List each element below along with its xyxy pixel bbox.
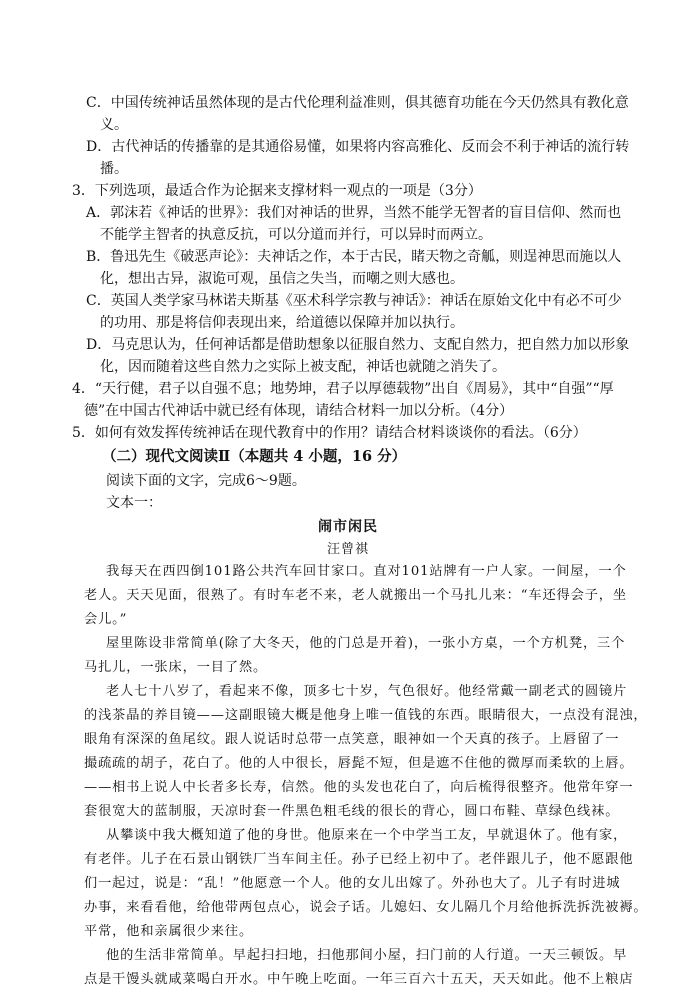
story-line: 会儿。”	[84, 612, 128, 627]
story-line: ——相书上说人中长者多长寿，信然。他的头发也花白了，向后梳得很整齐。他常年穿一	[84, 780, 634, 795]
q4-line1: 4．“天行健，君子以自强不息；地势坤，君子以厚德载物”出自《周易》，其中“自强”“厚	[72, 381, 614, 397]
q3-option-a-line1: A．郭沫若《神话的世界》：我们对神话的世界，当然不能学无智者的盲目信仰、然而也	[86, 205, 622, 221]
story-author: 汪曾祺	[326, 542, 369, 557]
story-title: 闹市闲民	[318, 519, 378, 535]
q3-option-b-line1: B．鲁迅先生《破恶声论》：夫神话之作，本于古民，睹天物之奇觚，则逞神思而施以人	[86, 249, 622, 265]
text-label: 文本一：	[106, 495, 162, 511]
q3-option-c-line2: 的功用、那是将信仰表现出来，给道德以保障并加以执行。	[100, 315, 464, 331]
q3-stem: 3．下列选项，最适合作为论据来支撑材料一观点的一项是（3分）	[72, 183, 482, 199]
story-line: 老人七十八岁了，看起来不像，顶多七十岁，气色很好。他经常戴一副老式的圆镜片	[106, 684, 628, 699]
story-line: 有老伴。儿子在石景山钢铁厂当车间主任。孙子已经上初中了。老伴跟儿子，他不愿跟他	[84, 852, 634, 867]
story-line: 老人。天天见面，很熟了。有时车老不来，老人就搬出一个马扎儿来：“车还得会子，坐	[84, 588, 627, 603]
reading-instruction: 阅读下面的文字，完成6～9题。	[106, 473, 306, 489]
story-line: 从攀谈中我大概知道了他的身世。他原来在一个中学当工友，早就退休了。他有家，	[106, 828, 628, 843]
q5-line1: 5．如何有效发挥传统神话在现代教育中的作用？请结合材料谈谈你的看法。（6分）	[72, 425, 587, 441]
story-line: 的浅茶晶的养目镜——这副眼镜大概是他身上唯一值钱的东西。眼睛很大，一点没有混浊，	[84, 708, 648, 723]
story-line: 马扎儿，一张床，一目了然。	[84, 660, 268, 675]
story-line: 点是干馒头就咸菜喝白开水。中午晚上吃面。一年三百六十五天，天天如此。他不上粮店	[84, 972, 634, 987]
q2-option-c-line1: C．中国传统神话虽然体现的是古代伦理利益准则，俱其德育功能在今天仍然具有教化意	[86, 95, 629, 111]
story-line: 撮疏疏的胡子，花白了。他的人中很长，唇髭不短，但是遮不住他的微厚而柔软的上唇。	[84, 756, 634, 771]
q3-option-d-line1: D．马克思认为，任何神话都是借助想象以征服自然力、支配自然力，把自然力加以形象	[86, 337, 630, 353]
section-heading: （二）现代文阅读Ⅱ（本题共 4 小题，16 分）	[102, 448, 407, 465]
q4-line2: 德”在中国古代神话中就已经有体现，请结合材料一加以分析。（4分）	[84, 403, 514, 419]
story-line: 办事，来看看他，给他带两包点心，说会子话。儿媳妇、女儿隔几个月给他拆洗拆洗被褥。	[84, 900, 648, 915]
q3-option-d-line2: 化，因而随着这些自然力之实际上被支配，神话也就随之消失了。	[100, 359, 506, 375]
story-line: 套很宽大的蓝制服，天凉时套一件黑色粗毛线的很长的背心，圆口布鞋、草绿色线袜。	[84, 804, 620, 819]
story-line: 他的生活非常简单。早起扫扫地，扫他那间小屋，扫门前的人行道。一天三顿饭。早	[106, 948, 628, 963]
story-line: 平常，他和亲属很少来往。	[84, 924, 254, 939]
q3-option-c-line1: C．英国人类学家马林诺夫斯基《巫术科学宗教与神话》：神话在原始文化中有必不可少	[86, 293, 622, 309]
story-line: 我每天在西四倒101路公共汽车回甘家口。直对101站牌有一户人家。一间屋，一个	[106, 564, 627, 579]
story-line: 屋里陈设非常简单(除了大冬天，他的门总是开着)，一张小方桌，一个方机凳，三个	[106, 636, 626, 651]
q3-option-b-line2: 化，想出古异，淑诡可观，虽信之失当，而嘲之则大感也。	[100, 271, 464, 287]
q2-option-d-line1: D．古代神话的传播靠的是其通俗易懂，如果将内容高雅化、反而会不利于神话的流行转	[86, 139, 630, 155]
story-line: 眼角有深深的鱼尾纹。跟人说话时总带一点笑意，眼神如一个天真的孩子。上唇留了一	[84, 732, 620, 747]
q2-option-d-line2: 播。	[100, 161, 128, 177]
q3-option-a-line2: 不能学主智者的执意反抗，可以分道而并行，可以异时而两立。	[100, 227, 492, 243]
story-line: 们一起过，说是：“乱！”他愿意一个人。他的女儿出嫁了。外孙也大了。儿子有时进城	[84, 876, 621, 891]
page-content	[0, 92, 696, 992]
q2-option-c-line2: 义。	[100, 117, 128, 133]
